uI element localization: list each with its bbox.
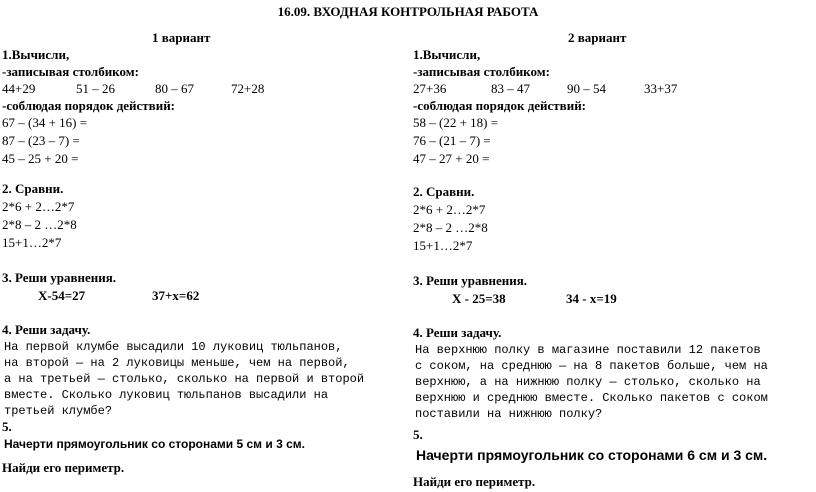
compare-item: 2*6 + 2…2*7	[413, 202, 486, 217]
order-item: 58 – (22 + 18) =	[413, 115, 499, 130]
order-item: 76 – (21 – 7) =	[413, 133, 491, 148]
task1-order-label: -соблюдая порядок действий:	[2, 98, 176, 113]
compare-item: 15+1…2*7	[413, 238, 473, 253]
equation: Х-54=27	[38, 288, 86, 303]
task5-perimeter: Найди его периметр.	[2, 460, 125, 475]
variant-2	[412, 0, 816, 492]
problem-line: На первой клумбе высадили 10 луковиц тюльпанов,	[4, 340, 343, 354]
task5-title: 5.	[2, 419, 12, 434]
task3-title: 3. Реши уравнения.	[413, 273, 528, 288]
order-item: 47 – 27 + 20 =	[413, 151, 490, 166]
compare-item: 2*8 – 2 …2*8	[413, 220, 488, 235]
compare-item: 15+1…2*7	[2, 235, 62, 250]
column-item: 90 – 54	[567, 81, 606, 96]
equation: 37+х=62	[152, 288, 200, 303]
problem-line: на второй — на 2 луковицы меньше, чем на первой,	[4, 356, 350, 370]
task1-order-label: -соблюдая порядок действий:	[413, 98, 587, 113]
page-title: 16.09. ВХОДНАЯ КОНТРОЛЬНАЯ РАБОТА	[277, 4, 539, 19]
problem-line: а на третьей — столько, сколько на первой и второй	[4, 372, 365, 386]
task4-title: 4. Реши задачу.	[413, 325, 502, 340]
task4-title: 4. Реши задачу.	[2, 322, 91, 337]
task1-column-label: -записывая столбиком:	[413, 64, 550, 79]
compare-item: 2*6 + 2…2*7	[2, 199, 75, 214]
task1-column-label: -записывая столбиком:	[2, 64, 139, 79]
equation: Х - 25=38	[452, 291, 506, 306]
problem-line: верхнюю, а на нижнюю полку — столько, сколько на	[415, 375, 761, 389]
column-item: 80 – 67	[155, 81, 194, 96]
problem-line: вместе. Сколько луковиц тюльпанов высадили на	[4, 388, 329, 402]
variant-heading: 1 вариант	[152, 30, 211, 45]
variant-heading: 2 вариант	[568, 30, 627, 45]
task1-title: 1.Вычисли,	[413, 47, 481, 62]
task2-title: 2. Сравни.	[413, 184, 475, 199]
column-item: 51 – 26	[76, 81, 115, 96]
column-item: 72+28	[231, 81, 265, 96]
order-item: 45 – 25 + 20 =	[2, 151, 79, 166]
column-item: 27+36	[413, 81, 447, 96]
order-item: 87 – (23 – 7) =	[2, 133, 80, 148]
task5-perimeter: Найди его периметр.	[413, 474, 536, 489]
problem-line: третьей клумбе?	[4, 404, 113, 418]
problem-line: поставили на нижнюю полку?	[415, 407, 603, 421]
task3-title: 3. Реши уравнения.	[2, 270, 117, 285]
column-item: 33+37	[644, 81, 678, 96]
task5-title: 5.	[413, 427, 423, 442]
equation: 34 - х=19	[566, 291, 617, 306]
task5-text: Начерти прямоугольник со сторонами 6 см и 3 см.	[416, 447, 768, 463]
task2-title: 2. Сравни.	[2, 181, 64, 196]
problem-line: верхнюю и среднюю вместе. Сколько пакетов с соком	[415, 391, 768, 405]
task5-text: Начерти прямоугольник со сторонами 5 см и 3 см.	[4, 437, 305, 451]
task1-title: 1.Вычисли,	[2, 47, 70, 62]
problem-line: На верхнюю полку в магазине поставили 12 пакетов	[415, 343, 761, 357]
column-item: 83 – 47	[491, 81, 530, 96]
compare-item: 2*8 – 2 …2*8	[2, 217, 77, 232]
order-item: 67 – (34 + 16) =	[2, 115, 88, 130]
problem-line: с соком, на среднюю — на 8 пакетов больше, чем на	[415, 359, 768, 373]
variant-1	[0, 0, 400, 492]
column-item: 44+29	[2, 81, 36, 96]
